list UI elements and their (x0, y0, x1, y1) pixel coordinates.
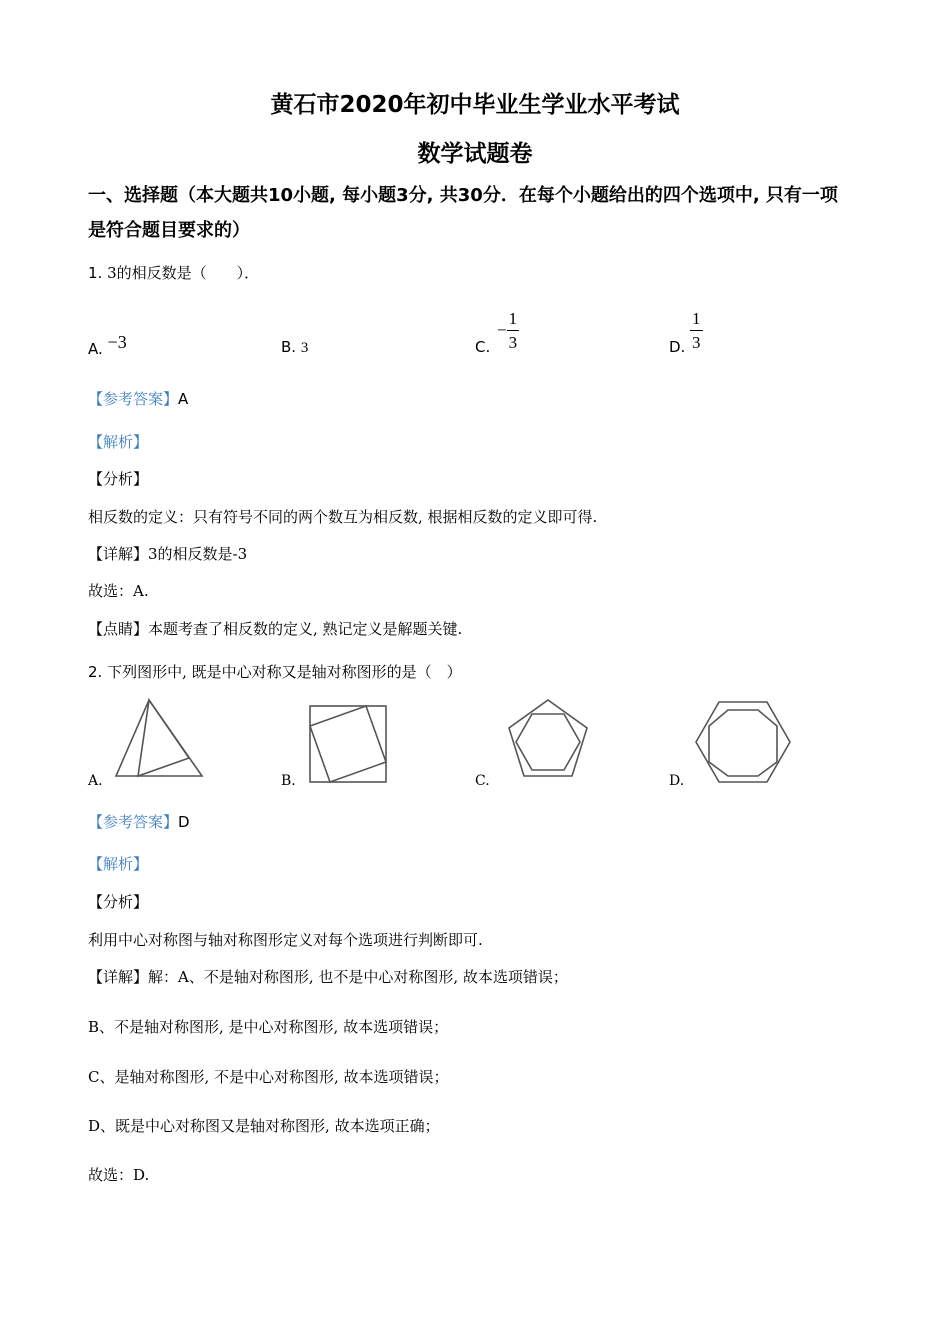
q1-jiexi: 【解析】 (88, 433, 149, 451)
page-subtitle: 数学试题卷 (417, 141, 533, 167)
section-heading-line1: 一、选择题（本大题共10小题, 每小题3分, 共30分．在每个小题给出的四个选项中, 只有一项 (88, 185, 838, 206)
q2-line-b: B、不是轴对称图形, 是中心对称图形, 故本选项错误； (88, 1018, 449, 1036)
q1-option-a-value: −3 (107, 332, 127, 352)
q2-line-c: C、是轴对称图形, 不是中心对称图形, 故本选项错误； (88, 1068, 449, 1086)
q1-stem (88, 262, 259, 283)
q1-option-d-numerator: 1 (690, 310, 703, 331)
q2-number: 2. (88, 663, 103, 681)
page-title: 黄石市2020年初中毕业生学业水平考试 (270, 92, 680, 118)
q1-option-b (281, 338, 308, 357)
q2-stem-text: 下列图形中, 既是中心对称又是轴对称图形的是（ ） (107, 663, 462, 681)
q1-fenxi: 【分析】 (88, 470, 149, 488)
q2-jiexi: 【解析】 (88, 855, 149, 873)
q1-answer (88, 388, 188, 409)
q1-comment (88, 618, 462, 639)
q1-option-c-denominator: 3 (508, 333, 518, 352)
q1-option-a-label: A. (88, 340, 103, 358)
q1-detail-text: 3的相反数是-3 (148, 545, 248, 563)
q1-option-c-fraction (507, 310, 520, 351)
q1-stem-text: 3的相反数是（ ）． (107, 264, 260, 282)
q1-comment-tag: 【点睛】 (88, 620, 149, 638)
figure-d-label: D. (669, 773, 685, 789)
q1-answer-tag: 【参考答案】 (88, 390, 179, 408)
q2-answer-tag: 【参考答案】 (88, 813, 179, 831)
q2-detail-tag: 【详解】 (88, 968, 149, 986)
q2-detail (88, 966, 568, 987)
q2-choose: 故选：D. (88, 1166, 150, 1184)
figure-a-label: A. (88, 773, 103, 789)
figure-b-label: B. (281, 773, 296, 789)
q1-option-c-value (497, 310, 519, 351)
q1-option-b-value: 3 (300, 340, 309, 356)
q1-option-d-label: D. (669, 338, 686, 356)
q1-option-b-label: B. (281, 338, 297, 356)
q1-option-c-numerator: 1 (507, 310, 520, 331)
q1-option-c-sign: − (497, 320, 507, 340)
figure-b-square (306, 702, 390, 786)
q1-number: 1. (88, 264, 103, 282)
q2-analysis: 利用中心对称图与轴对称图形定义对每个选项进行判断即可. (88, 931, 483, 949)
q2-answer-value: D (178, 813, 190, 831)
q1-analysis: 相反数的定义：只有符号不同的两个数互为相反数, 根据相反数的定义即可得. (88, 508, 598, 526)
q1-detail (88, 543, 247, 564)
q1-choose: 故选：A. (88, 582, 149, 600)
q2-stem (88, 661, 462, 682)
q1-answer-value: A (178, 390, 189, 408)
q1-option-d-fraction (690, 310, 703, 351)
figure-d-hexagon (694, 698, 792, 784)
q1-option-a (88, 332, 127, 359)
q1-comment-text: 本题考查了相反数的定义, 熟记定义是解题关键. (148, 620, 463, 638)
figure-c-label: C. (475, 773, 490, 789)
q1-detail-tag: 【详解】 (88, 545, 149, 563)
section-heading-line2: 是符合题目要求的） (88, 220, 250, 241)
figure-c-pentagon (505, 696, 591, 782)
q1-option-d-denominator: 3 (692, 333, 701, 352)
q1-option-c-label: C. (475, 338, 491, 356)
q2-answer (88, 811, 190, 832)
q2-line-d: D、既是中心对称图又是轴对称图形, 故本选项正确； (88, 1117, 440, 1135)
q1-option-d-value (690, 310, 703, 351)
q2-detail-text: 解：A、不是轴对称图形, 也不是中心对称图形, 故本选项错误； (148, 968, 568, 986)
figure-a-triangle (110, 696, 206, 780)
q2-fenxi: 【分析】 (88, 893, 149, 911)
